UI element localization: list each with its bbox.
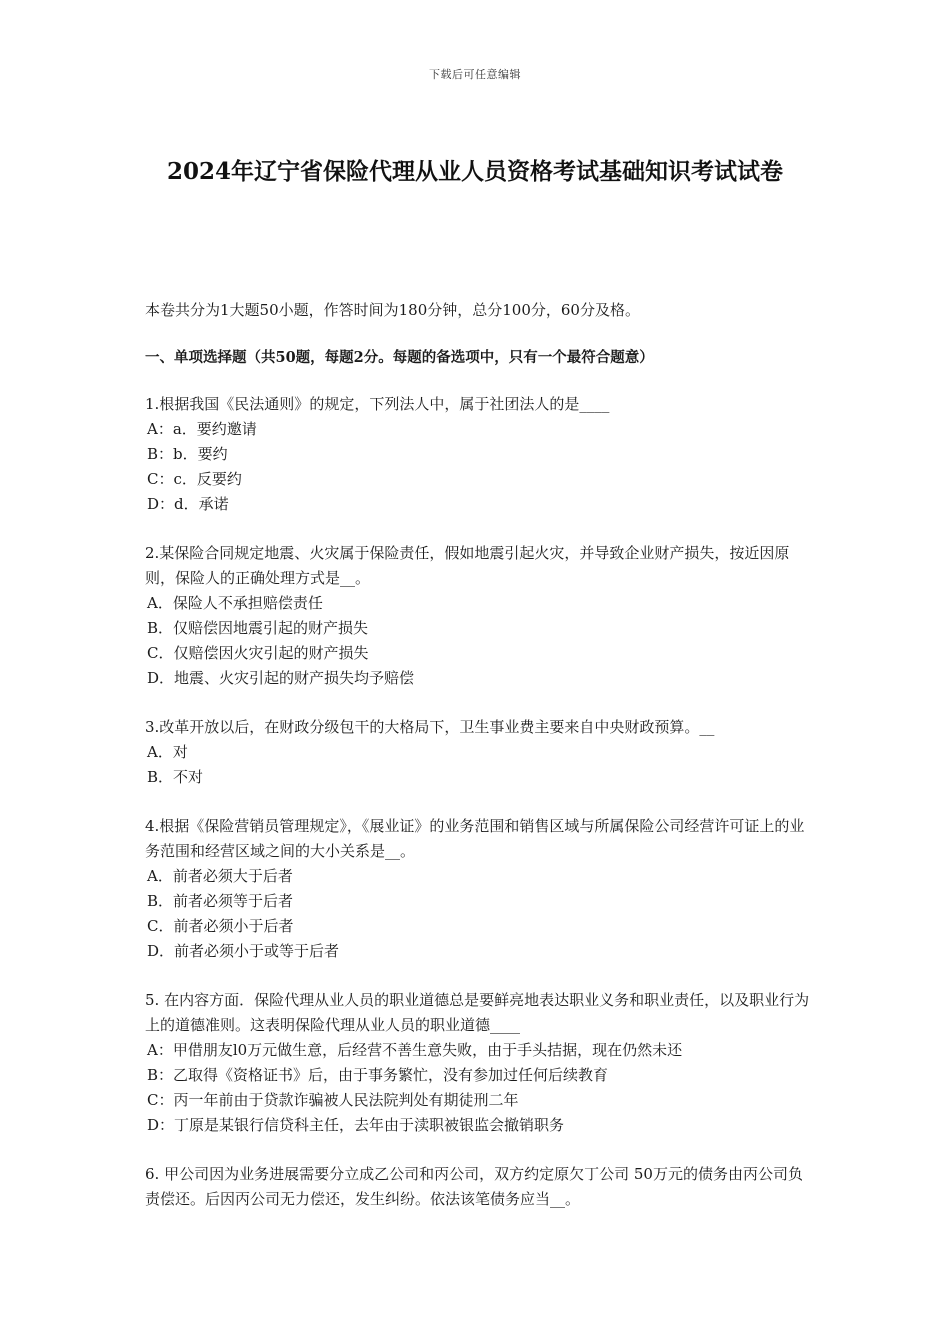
question-item (145, 392, 810, 517)
question-item (145, 814, 810, 964)
answer-option: B：b．要约 (147, 445, 228, 463)
document-title: 2024年辽宁省保险代理从业人员资格考试基础知识考试试卷 (166, 158, 783, 185)
answer-option: D：丁原是某银行信贷科主任，去年由于渎职被银监会撤销职务 (147, 1116, 565, 1134)
answer-option: A：a．要约邀请 (147, 420, 257, 438)
answer-option: B．仅赔偿因地震引起的财产损失 (147, 619, 369, 637)
answer-option: C：丙一年前由于贷款诈骗被人民法院判处有期徒刑二年 (147, 1091, 519, 1109)
question-stem: 4.根据《保险营销员管理规定》，《展业证》的业务范围和销售区域与所属保险公司经营许可证上的业务范围和经营区域之间的大小关系是__。 (145, 817, 805, 860)
answer-option: B．前者必须等于后者 (147, 892, 294, 910)
exam-intro: 本卷共分为1大题50小题，作答时间为180分钟，总分100分，60分及格。 (145, 301, 640, 319)
question-stem: 2.某保险合同规定地震、火灾属于保险责任，假如地震引起火灾，并导致企业财产损失，按近因原则，保险人的正确处理方式是__。 (145, 544, 790, 587)
answer-option: A．前者必须大于后者 (147, 867, 293, 885)
question-stem: 5. 在内容方面．保险代理从业人员的职业道德总是要鲜亮地表达职业义务和职业责任，以及职业行为上的道德准则。这表明保险代理从业人员的职业道德____ (145, 991, 810, 1034)
answer-option: D．地震、火灾引起的财产损失均予赔偿 (147, 669, 415, 687)
answer-option: C．前者必须小于后者 (147, 917, 294, 935)
answer-option: A．保险人不承担赔偿责任 (147, 594, 323, 612)
question-item (145, 715, 810, 790)
answer-option: A．对 (147, 743, 188, 761)
document-body (145, 298, 810, 1236)
answer-option: B：乙取得《资格证书》后，由于事务繁忙，没有参加过任何后续教育 (147, 1066, 609, 1084)
section-heading: 一、单项选择题（共50题，每题2分。每题的备选项中，只有一个最符合题意） (145, 349, 654, 366)
question-item (145, 988, 810, 1138)
answer-option: D．前者必须小于或等于后者 (147, 942, 340, 960)
header-note: 下载后可任意编辑 (429, 68, 521, 81)
answer-option: C．仅赔偿因火灾引起的财产损失 (147, 644, 369, 662)
question-list (145, 392, 810, 1212)
question-stem: 1.根据我国《民法通则》的规定，下列法人中，属于社团法人的是____ (145, 395, 610, 413)
question-stem: 6. 甲公司因为业务进展需要分立成乙公司和丙公司，双方约定原欠丁公司 50万元的债务由丙公司负责偿还。后因丙公司无力偿还，发生纠纷。依法该笔债务应当__。 (145, 1165, 803, 1208)
answer-option: B．不对 (147, 768, 204, 786)
question-item (145, 1162, 810, 1212)
answer-option: C：c．反要约 (147, 470, 242, 488)
question-stem: 3.改革开放以后，在财政分级包干的大格局下，卫生事业费主要来自中央财政预算。__ (145, 718, 715, 736)
answer-option: A：甲借朋友l0万元做生意，后经营不善生意失败，由于手头拮据，现在仍然未还 (147, 1041, 683, 1059)
question-item (145, 541, 810, 691)
answer-option: D：d．承诺 (147, 495, 229, 513)
